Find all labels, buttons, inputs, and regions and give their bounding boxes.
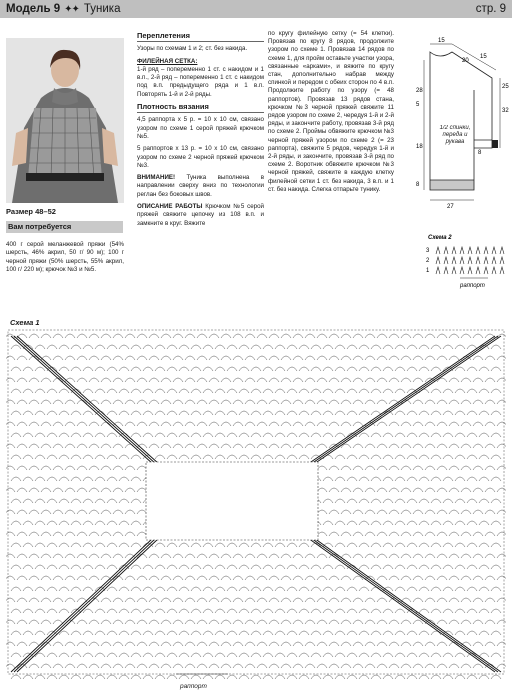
attention-label: ВНИМАНИЕ! bbox=[137, 174, 176, 182]
size-heading: Размер 48–52 bbox=[6, 207, 56, 216]
right-column-text: по кругу филейную сетку (= 54 клетки). Провязав по кругу 8 рядов, продолжите узором по схеме 1. Провязав 14 рядов по схеме 1, для пройм оставьте участки узора, связанные «арками», и вяжите по кругу стан, дополнительно набрав между спинкой и передом с обеих сторон по 4 в.п. Продолжите работу по узору (= 48 раппортов). Провязав 13 рядов стана, крючком №3 черной пряжей свяжите 11 рядов узором по схеме 2, чередуя 1-й и 2-й ряды, и закончите работу, провязав 3-й ряд по схеме 2. Проймы обвяжите крючком №3 черной пряжей узором по схеме 2 (= 23 раппорта), свяжите 5 рядов, чередуя 1-й и 2-й ряды, и закончите, провязав 3-й ряд по схеме 2. Воротник обвяжите крючком №3 черной пряжей, свяжите в каждую клетку филейной сетки 1 ст. без накида, 3 в.п. и 1 ст. без накида. Слегка отпарьте тунику. bbox=[268, 30, 394, 193]
density-heading: Плотность вязания bbox=[137, 103, 264, 113]
work-label: ОПИСАНИЕ РАБОТЫ bbox=[137, 203, 203, 211]
density-text-1: 4,5 раппорта х 5 р. = 10 х 10 см, связано узором по схеме 1 серой пряжей крючком №5. bbox=[137, 116, 264, 140]
article-title: Туника bbox=[83, 3, 121, 15]
scheme-2-row-2: 2 bbox=[426, 258, 430, 264]
dim-25: 25 bbox=[502, 84, 509, 90]
materials-heading: Вам потребуется bbox=[6, 221, 123, 233]
dim-15b: 15 bbox=[480, 54, 487, 60]
dim-15: 15 bbox=[438, 38, 445, 44]
dim-8-right: 8 bbox=[478, 150, 482, 156]
filet-text: 1-й ряд – попеременно 1 ст. с накидом и 1 в.п., 2-й ряд – попеременно 1 ст. с накидом под в.п. предыдущего ряда и 1 в.п. Повторять 1-й и 2-й ряды. bbox=[137, 65, 264, 98]
materials-text: 400 г серой меланжевой пряжи (54% шерсть, 46% акрил, 50 г/ 90 м); 100 г черной пряжи (50% шерсть, 55% акрил, 100 г/ 220 м); крючок №3 и №5. bbox=[6, 241, 124, 273]
scheme-1-chart bbox=[6, 328, 506, 685]
scheme-2-rapport: раппорт bbox=[460, 283, 485, 289]
weaves-heading: Переплетения bbox=[137, 32, 264, 42]
model-photo bbox=[6, 38, 124, 203]
attention-paragraph bbox=[137, 174, 264, 199]
dim-28: 28 bbox=[416, 88, 423, 94]
dim-27: 27 bbox=[447, 204, 454, 210]
middle-column bbox=[137, 32, 264, 232]
work-text: Крючком №5 серой пряжей свяжите цепочку из 108 в.п. и замкните в круг. Вяжите bbox=[137, 203, 264, 227]
garment-schematic bbox=[400, 30, 510, 215]
dim-8: 8 bbox=[416, 182, 420, 188]
dim-32: 32 bbox=[502, 108, 509, 114]
page-number: стр. 9 bbox=[475, 3, 506, 15]
filet-heading: ФИЛЕЙНАЯ СЕТКА: bbox=[137, 57, 198, 65]
scheme-2-row-3: 3 bbox=[426, 248, 430, 254]
scheme-2 bbox=[426, 232, 510, 299]
page-header bbox=[0, 0, 512, 18]
ornament: ✦✦ bbox=[64, 3, 79, 15]
work-paragraph bbox=[137, 203, 264, 228]
weaves-text: Узоры по схемам 1 и 2; ст. без накида. bbox=[137, 45, 248, 53]
scheme-2-title: Схема 2 bbox=[428, 235, 452, 241]
model-number: Модель 9 bbox=[6, 3, 61, 15]
scheme-1-rapport: раппорт bbox=[180, 683, 207, 690]
schematic-label: 1/2 спинки, переда и рукава bbox=[439, 125, 471, 145]
density-text-2: 5 раппортов х 13 р. = 10 х 10 см, связано узором по схеме 2 черной пряжей крючком №3. bbox=[137, 145, 264, 169]
scheme-1-title: Схема 1 bbox=[10, 318, 40, 327]
dim-5: 5 bbox=[416, 102, 420, 108]
attention-text: Туника выполнена в направлении сверху вниз по технологии реглан без боковых швов. bbox=[137, 174, 264, 198]
scheme-2-stitches bbox=[436, 247, 504, 274]
scheme-2-row-1: 1 bbox=[426, 268, 430, 274]
dim-20: 20 bbox=[462, 58, 469, 64]
dim-18: 18 bbox=[416, 144, 423, 150]
